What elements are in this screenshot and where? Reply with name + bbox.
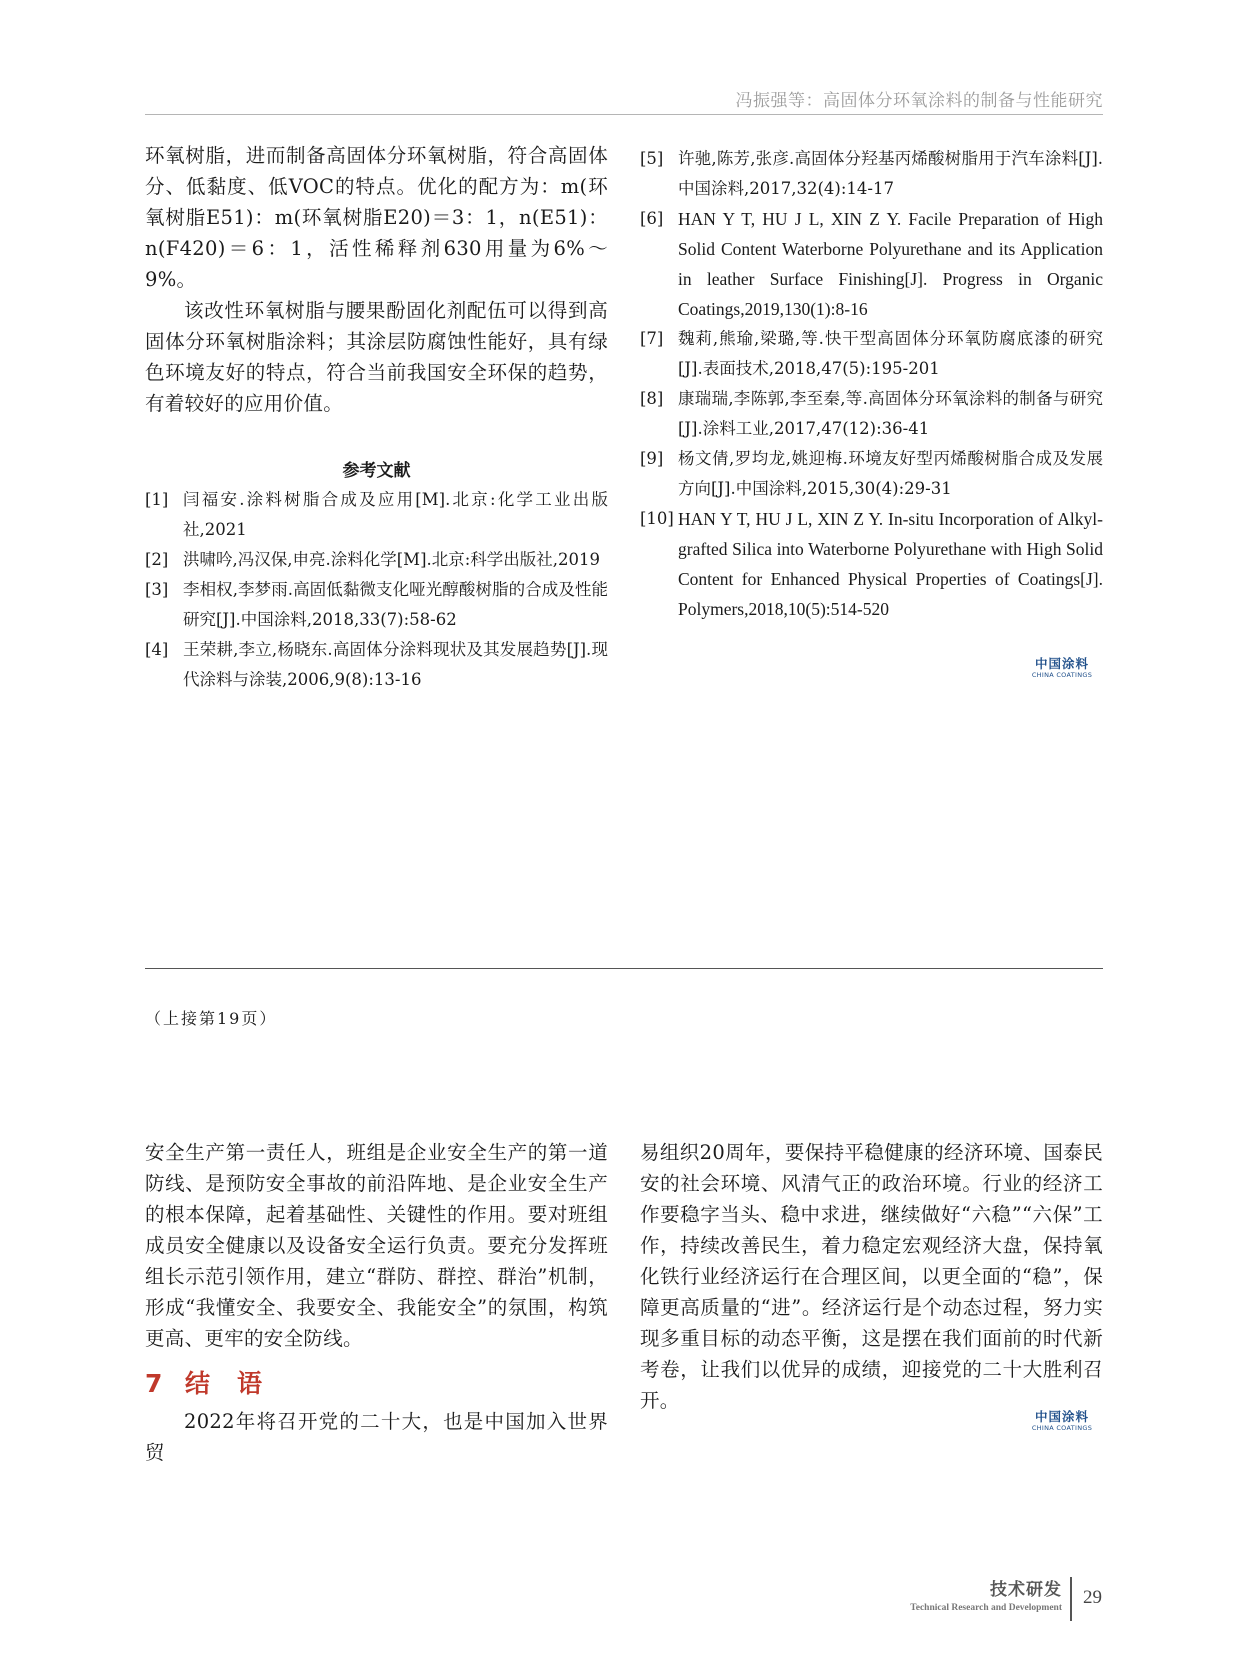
logo-en: CHINA COATINGS	[1031, 1424, 1093, 1432]
logo-cn: 中国涂料	[1034, 1409, 1089, 1424]
logo-cn: 中国涂料	[1034, 656, 1089, 671]
reference-item	[640, 504, 1103, 624]
reference-number: [8]	[640, 389, 664, 408]
reference-number: [9]	[640, 449, 664, 468]
reference-text: 许驰,陈芳,张彦.高固体分羟基丙烯酸树脂用于汽车涂料[J].中国涂料,2017,32(4):14-17	[678, 149, 1103, 198]
china-coatings-logo	[1022, 657, 1102, 679]
continued-from-label: （上接第19页）	[145, 1009, 278, 1028]
reference-number: [4]	[145, 640, 169, 659]
reference-item	[640, 324, 1103, 384]
china-coatings-logo-bottom	[1022, 1410, 1102, 1432]
page-footer	[840, 1575, 1102, 1627]
reference-number: [3]	[145, 580, 169, 599]
footer-divider	[1070, 1577, 1072, 1621]
reference-item	[640, 144, 1103, 204]
safety-paragraph: 安全生产第一责任人，班组是企业安全生产的第一道防线、是预防安全事故的前沿阵地、是企业安全生产的根本保障，起着基础性、关键性的作用。要对班组成员安全健康以及设备安全运行负责。要充分发挥班组长示范引领作用，建立“群防、群控、群治”机制，形成“我懂安全、我要安全、我能安全”的氛围，构筑更高、更牢的安全防线。	[145, 1141, 608, 1350]
reference-number: [5]	[640, 149, 664, 168]
reference-item	[145, 485, 608, 545]
reference-item	[145, 545, 608, 575]
reference-text: 洪啸吟,冯汉保,申亮.涂料化学[M].北京:科学出版社,2019	[183, 550, 601, 569]
reference-item	[145, 575, 608, 635]
conclusion-section-paragraph: 2022年将召开党的二十大，也是中国加入世界贸	[145, 1410, 608, 1464]
reference-item	[640, 444, 1103, 504]
page-number: 29	[1083, 1587, 1102, 1608]
reference-text: 康瑞瑞,李陈郭,李至秦,等.高固体分环氧涂料的制备与研究[J].涂料工业,2017,47(12):36-41	[678, 389, 1103, 438]
reference-number: [7]	[640, 329, 664, 348]
conclusion-paragraph-1: 环氧树脂，进而制备高固体分环氧树脂，符合高固体分、低黏度、低VOC的特点。优化的配方为：m(环氧树脂E51)：m(环氧树脂E20)＝3：1，n(E51)：n(F420)＝6：1，活性稀释剂630用量为6%～9%。	[145, 144, 608, 291]
reference-text: 闫福安.涂料树脂合成及应用[M].北京:化学工业出版社,2021	[183, 490, 608, 539]
section-heading	[145, 1362, 608, 1406]
header-rule	[145, 114, 1103, 115]
reference-item	[640, 204, 1103, 324]
reference-text: 杨文倩,罗均龙,姚迎梅.环境友好型丙烯酸树脂合成及发展方向[J].中国涂料,2015,30(4):29-31	[678, 449, 1103, 498]
reference-number: [6]	[640, 209, 664, 228]
economy-paragraph: 易组织20周年，要保持平稳健康的经济环境、国泰民安的社会环境、风清气正的政治环境。行业的经济工作要稳字当头、稳中求进，继续做好“六稳”“六保”工作，持续改善民生，着力稳定宏观经济大盘，保持氧化铁行业经济运行在合理区间，以更全面的“稳”，保障更高质量的“进”。经济运行是个动态过程，努力实现多重目标的动态平衡，这是摆在我们面前的时代新考卷，让我们以优异的成绩，迎接党的二十大胜利召开。	[640, 1141, 1103, 1412]
reference-item	[145, 635, 608, 695]
reference-number: [10]	[640, 509, 674, 528]
reference-text: 魏莉,熊瑜,梁璐,等.快干型高固体分环氧防腐底漆的研究[J].表面技术,2018,47(5):195-201	[678, 329, 1103, 378]
footer-section-cn: 技术研发	[990, 1580, 1062, 1600]
footer-section-en: Technical Research and Development	[910, 1603, 1062, 1613]
top-right-column	[640, 144, 1103, 624]
bottom-left-column	[145, 1137, 608, 1468]
reference-text: HAN Y T, HU J L, XIN Z Y. Facile Preparation of High Solid Content Waterborne Polyurethane and its Application in leather Surface Finishing[J]. Progress in Organic Coatings,2019,130(1):8-16	[678, 209, 1103, 319]
top-left-column	[145, 140, 608, 695]
reference-text: HAN Y T, HU J L, XIN Z Y. In-situ Incorporation of Alkyl-grafted Silica into Waterborne Polyurethane with High Solid Content for Enhanced Physical Properties of Coatings[J]. Polymers,2018,10(5):514-520	[678, 509, 1103, 619]
section-divider	[145, 968, 1103, 969]
section-title-char-2: 语	[237, 1369, 265, 1398]
logo-en: CHINA COATINGS	[1031, 671, 1093, 679]
conclusion-paragraph-2: 该改性环氧树脂与腰果酚固化剂配伍可以得到高固体分环氧树脂涂料；其涂层防腐蚀性能好，具有绿色环境友好的特点，符合当前我国安全环保的趋势，有着较好的应用价值。	[145, 299, 608, 415]
bottom-right-column	[640, 1137, 1103, 1416]
section-number: 7	[145, 1369, 165, 1398]
reference-number: [1]	[145, 490, 169, 509]
reference-text: 李相权,李梦雨.高固低黏微支化哑光醇酸树脂的合成及性能研究[J].中国涂料,2018,33(7):58-62	[183, 580, 608, 629]
references-title: 参考文献	[342, 461, 411, 481]
references-list-left	[145, 485, 608, 695]
running-header: 冯振强等：高固体分环氧涂料的制备与性能研究	[735, 91, 1103, 111]
reference-text: 王荣耕,李立,杨晓东.高固体分涂料现状及其发展趋势[J].现代涂料与涂装,2006,9(8):13-16	[183, 640, 608, 689]
reference-number: [2]	[145, 550, 169, 569]
section-title-char-1: 结	[185, 1369, 213, 1398]
reference-item	[640, 384, 1103, 444]
